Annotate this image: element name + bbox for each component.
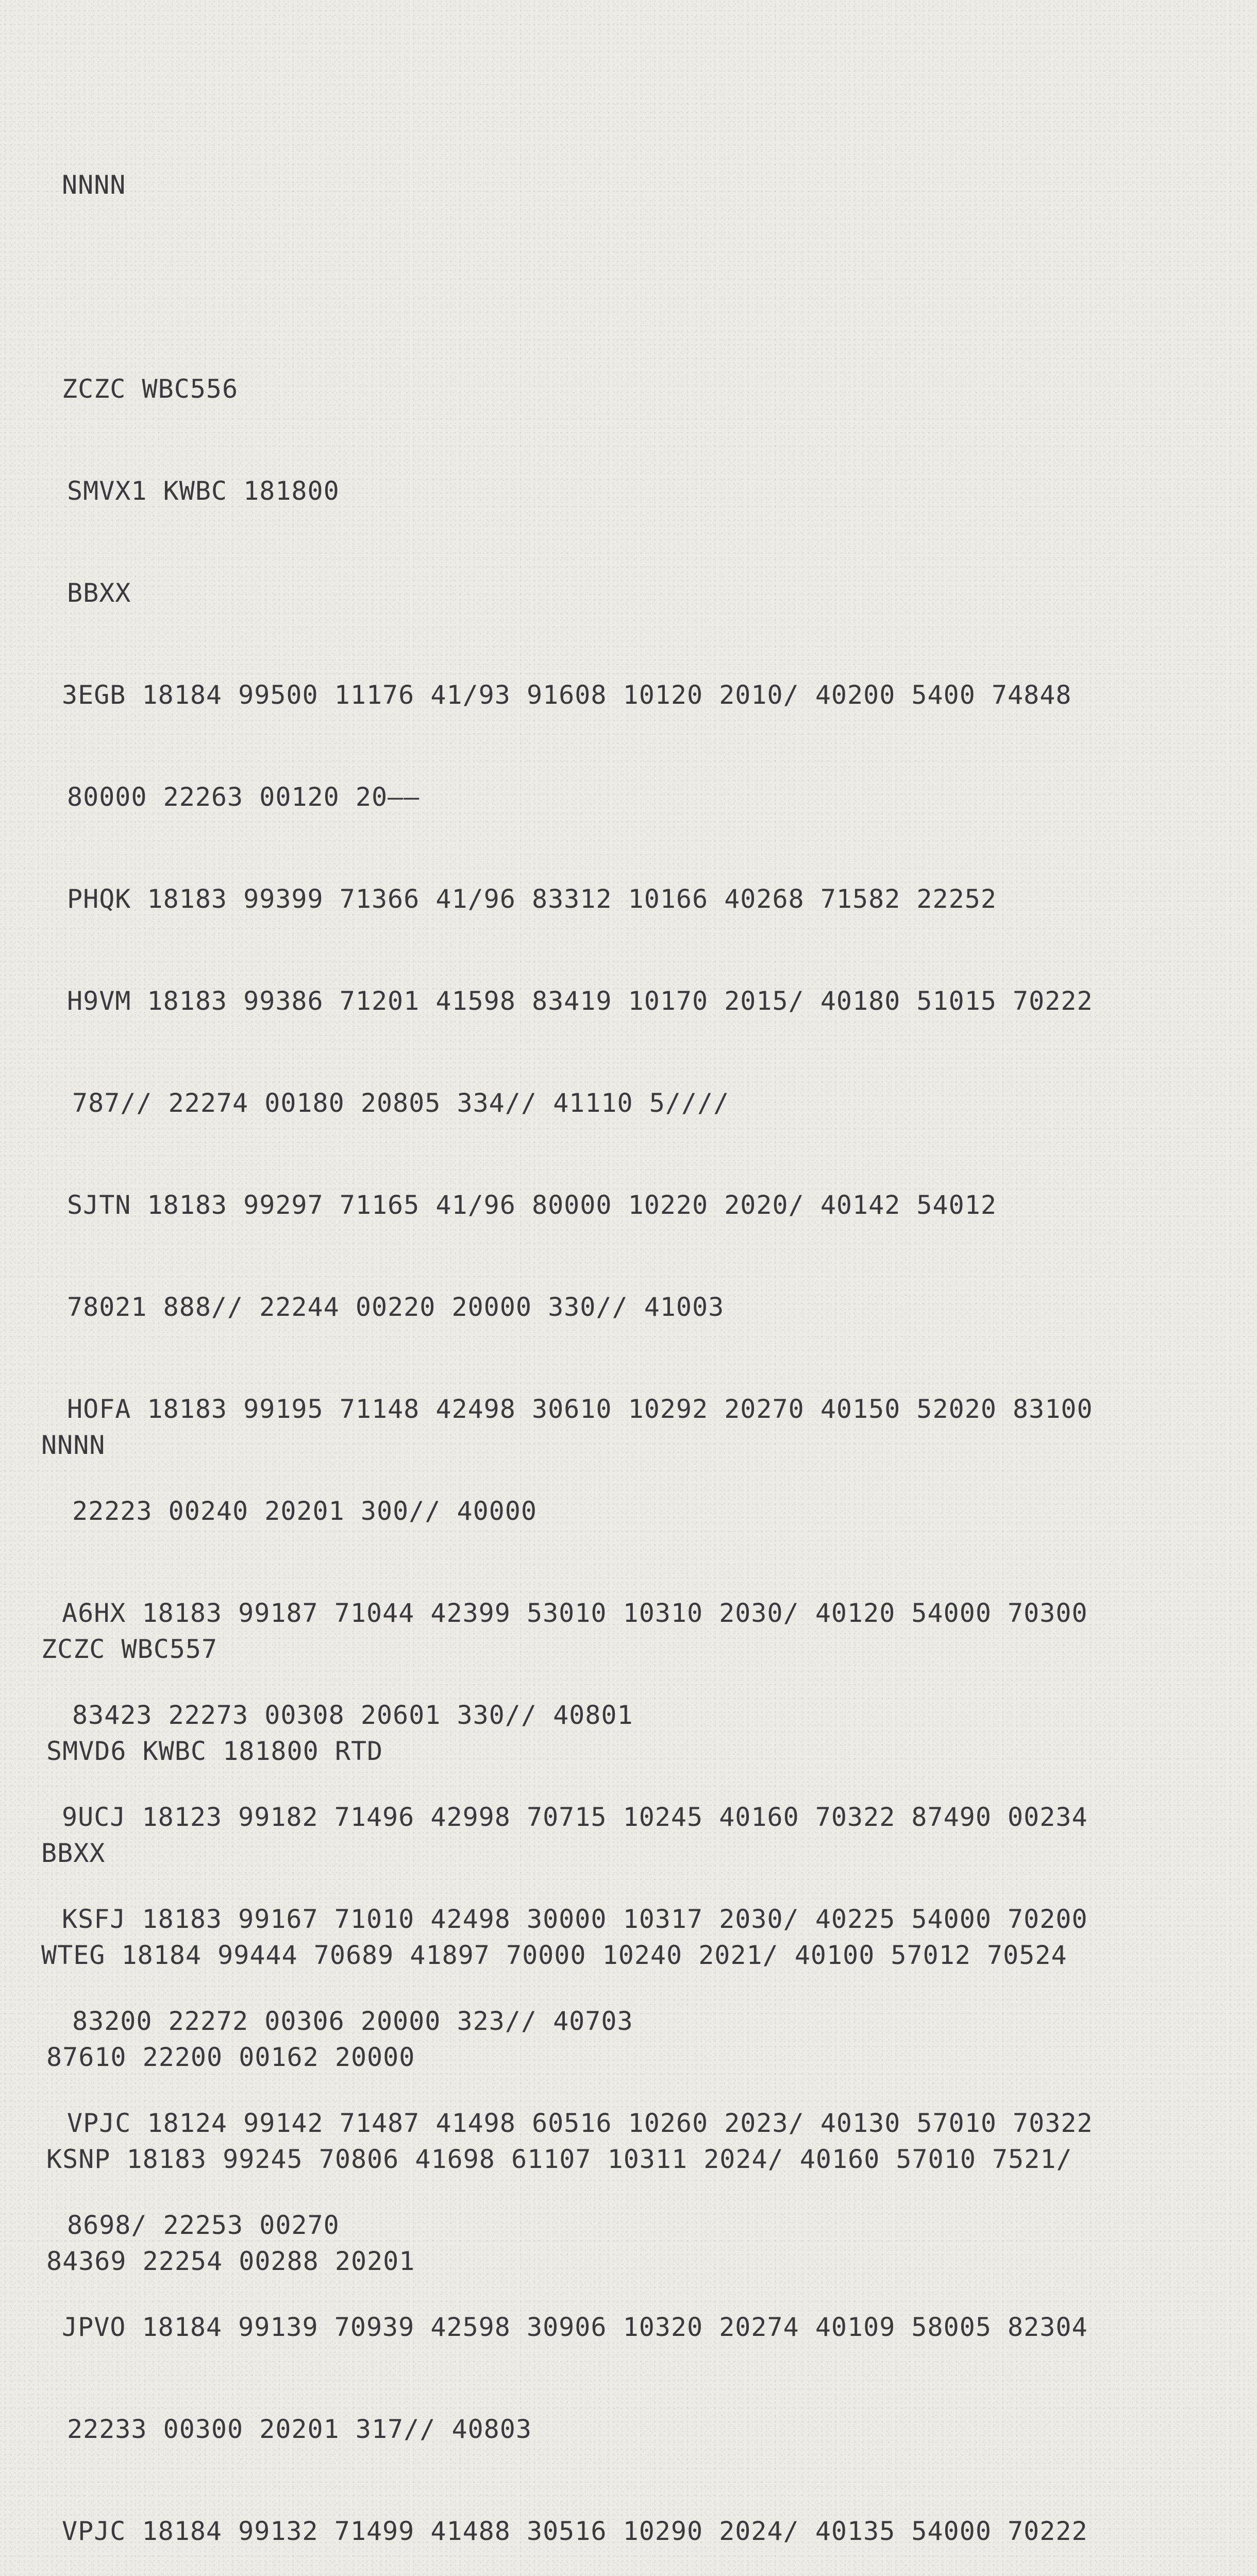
bulletin-data-line: 83200 22272 00306 20000 323// 40703 <box>72 2006 633 2036</box>
bulletin-data-line: 787// 22274 00180 20805 334// 41110 5//// <box>72 1088 730 1118</box>
bulletin-data-line: 78021 888// 22244 00220 20000 330// 41003 <box>67 1292 725 1322</box>
bulletin-data-line: 8698/ 22253 00270 <box>67 2210 340 2240</box>
bulletin-data-line: 3EGB 18184 99500 11176 41/93 91608 10120 2010/ 40200 5400 74848 <box>62 680 1072 710</box>
bulletin-heading: SMVD6 KWBC 181800 RTD <box>46 1736 383 1766</box>
spacer <box>41 1530 1072 1564</box>
bulletin-data-line: WTEG 18184 99444 70689 41897 70000 10240 2021/ 40100 57012 70524 <box>41 1940 1067 1970</box>
end-of-message-marker: NNNN <box>41 1430 106 1460</box>
bulletin-data-line: KSFJ 18183 99167 71010 42498 30000 10317 2030/ 40225 54000 70200 <box>62 1904 1088 1934</box>
bulletin-data-line: H9VM 18183 99386 71201 41598 83419 10170 2015/ 40180 51015 70222 <box>67 986 1093 1016</box>
bulletin-type-code: BBXX <box>41 1838 106 1868</box>
bulletin-start-header: ZCZC WBC557 <box>41 1634 218 1664</box>
bulletin-data-line: VPJC 18184 99132 71499 41488 30516 10290 2024/ 40135 54000 70222 <box>62 2516 1088 2546</box>
bulletin-data-line: 83423 22273 00308 20601 330// 40801 <box>72 1700 633 1730</box>
bulletin-start-header: ZCZC WBC556 <box>62 374 239 404</box>
bulletin-type-code: BBXX <box>67 578 131 608</box>
bulletin-data-line: HOFA 18183 99195 71148 42498 30610 10292 20270 40150 52020 83100 <box>67 1394 1093 1424</box>
bulletin-data-line: 87610 22200 00162 20000 <box>46 2042 415 2072</box>
bulletin-data-line: 80000 22263 00120 20—— <box>67 782 420 812</box>
weather-bulletin-wbc557 <box>41 1360 1072 2346</box>
bulletin-data-line: SJTN 18183 99297 71165 41/96 80000 10220 2020/ 40142 54012 <box>67 1190 997 1220</box>
end-of-message-marker: NNNN <box>62 170 126 200</box>
bulletin-data-line: 22233 00300 20201 317// 40803 <box>67 2414 532 2444</box>
bulletin-data-line: PHQK 18183 99399 71366 41/96 83312 10166 40268 71582 22252 <box>67 884 997 914</box>
bulletin-heading: SMVX1 KWBC 181800 <box>67 476 340 506</box>
bulletin-data-line: VPJC 18124 99142 71487 41498 60516 10260 2023/ 40130 57010 70322 <box>67 2108 1093 2138</box>
bulletin-data-line: 84369 22254 00288 20201 <box>46 2246 415 2276</box>
bulletin-data-line: A6HX 18183 99187 71044 42399 53010 10310 2030/ 40120 54000 70300 <box>62 1598 1088 1628</box>
bulletin-data-line: 22223 00240 20201 300// 40000 <box>72 1496 537 1526</box>
bulletin-data-line: 9UCJ 18123 99182 71496 42998 70715 10245 40160 70322 87490 00234 <box>62 1802 1088 1832</box>
bulletin-data-line: JPVO 18184 99139 70939 42598 30906 10320 20274 40109 58005 82304 <box>62 2312 1088 2342</box>
bulletin-data-line: KSNP 18183 99245 70806 41698 61107 10311 2024/ 40160 57010 7521/ <box>46 2144 1072 2174</box>
spacer <box>62 270 1093 304</box>
